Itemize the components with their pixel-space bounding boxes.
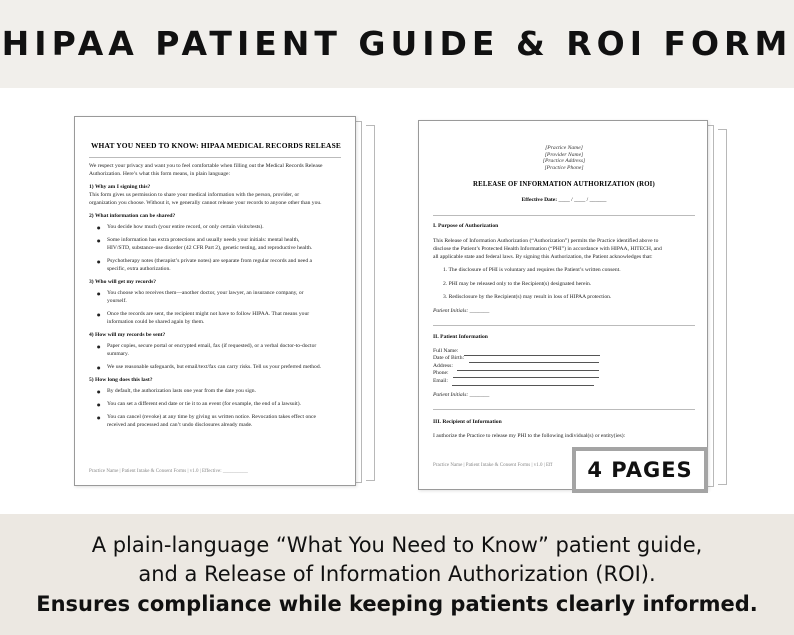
section-heading: III. Recipient of Information <box>433 419 502 425</box>
bullet-icon: ● <box>97 259 101 264</box>
patient-guide-page <box>74 116 356 486</box>
email-label: Email: <box>433 378 448 384</box>
bullet-text: Psychotherapy notes (therapist’s private notes) are separate from regular records and need a <box>107 258 313 264</box>
phone-label: Phone: <box>433 370 449 376</box>
bullet-text: We use reasonable safeguards, but email/text/fax can carry risks. Tell us your preferred method. <box>107 364 322 370</box>
section-heading: II. Patient Information <box>433 334 488 340</box>
bullet-text: By default, the authorization lasts one year from the date you sign. <box>107 388 256 394</box>
practice-address-placeholder: [Practice Address] <box>542 158 586 164</box>
provider-name-placeholder: [Provider Name] <box>544 151 584 158</box>
effective-date-label: Effective Date: <box>521 197 558 203</box>
bullet-icon: ● <box>97 312 101 317</box>
section-heading: 3) Who will get my records? <box>89 279 157 285</box>
page-stack-edge <box>356 121 362 483</box>
page-stack-edge <box>718 129 727 485</box>
page-footer: Practice Name | Patient Intake & Consent Forms | v1.0 | Eff <box>433 463 553 468</box>
bullet-icon: ● <box>97 365 101 370</box>
list-item: 3. Redisclosure by the Recipient(s) may result in loss of HIPAA protection. <box>443 294 612 300</box>
bullet-text: received and processed and can’t undo disclosures already made. <box>107 422 253 428</box>
guide-intro: Authorization. Here’s what this form means, in plain language: <box>89 171 231 177</box>
bullet-text: Once the records are sent, the recipient might not have to follow HIPAA. That means your <box>107 311 310 317</box>
bullet-icon: ● <box>97 402 101 407</box>
bullet-text: specific, extra authorization. <box>107 266 171 272</box>
bullet-text: summary. <box>107 351 129 357</box>
bullet-text: information could be shared again by them. <box>107 319 205 325</box>
effective-date-field: ____ / ____ / ______ <box>558 197 607 203</box>
tagline-line-3: Ensures compliance while keeping patients clearly informed. <box>36 592 758 616</box>
bullet-text: Paper copies, secure portal or encrypted email, fax (if requested), or a verbal doctor-to-doctor <box>107 343 317 349</box>
patient-initials-field: Patient Initials: _______ <box>433 308 490 314</box>
roi-title: RELEASE OF INFORMATION AUTHORIZATION (ROI) <box>473 181 655 188</box>
divider <box>433 409 695 410</box>
guide-intro: We respect your privacy and want you to feel comfortable when filling out the Medical Records Release <box>89 163 323 169</box>
tagline-line-1: A plain-language “What You Need to Know” patient guide, <box>91 533 703 557</box>
section-heading: I. Purpose of Authorization <box>433 223 499 229</box>
bullet-icon: ● <box>97 225 101 230</box>
section-heading: 5) How long does this last? <box>89 377 153 383</box>
divider <box>433 215 695 216</box>
address-line <box>457 370 599 371</box>
bullet-icon: ● <box>97 291 101 296</box>
patient-initials-field: Patient Initials: _______ <box>433 392 490 398</box>
bullet-icon: ● <box>97 415 101 420</box>
dob-label: Date of Birth: <box>433 355 465 361</box>
section-heading: 1) Why am I signing this? <box>89 184 151 190</box>
paragraph: all applicable state and federal laws. By signing this Authorization, the Patient acknowledges that: <box>433 254 653 260</box>
roi-form-page <box>418 120 708 490</box>
section-heading: 4) How will my records be sent? <box>89 332 166 338</box>
bullet-text: You choose who receives them—another doctor, your lawyer, an insurance company, or <box>107 290 304 296</box>
page-footer: Practice Name | Patient Intake & Consent Forms | v1.0 | Effective: __________ <box>89 469 248 474</box>
paragraph: disclose the Patient’s Protected Health Information (“PHI”) in accordance with HIPAA, HITECH, and <box>433 246 662 252</box>
list-item: 2. PHI may be released only to the Recipient(s) designated herein. <box>443 281 592 287</box>
paragraph: I authorize the Practice to release my PHI to the following individual(s) or entity(ies): <box>433 433 626 439</box>
email-line <box>452 385 594 386</box>
tagline-line-2: and a Release of Information Authorization (ROI). <box>138 562 656 586</box>
full-name-line <box>464 355 600 356</box>
bullet-text: HIV/STD, substance-use disorder (42 CFR Part 2), genetic testing, and reproductive health. <box>107 245 313 251</box>
divider <box>89 157 341 158</box>
headline: HIPAA PATIENT GUIDE & ROI FORM <box>1 24 793 63</box>
bullet-text: yourself. <box>107 298 127 304</box>
paragraph: This form gives us permission to share your medical information with the person, provider, or <box>89 192 300 198</box>
paragraph: This Release of Information Authorization (“Authorization”) permits the Practice identified above to <box>433 238 659 244</box>
page-count-badge: 4 PAGES <box>572 447 708 493</box>
divider <box>433 325 695 326</box>
bullet-text: Some information has extra protections and usually needs your initials: mental health, <box>107 237 300 243</box>
bullet-text: You can cancel (revoke) at any time by giving us written notice. Revocation takes effect once <box>107 414 317 420</box>
effective-date <box>419 197 708 203</box>
bullet-text: You decide how much (your entire record, or only certain visits/tests). <box>107 224 264 230</box>
paragraph: organization you choose. Without it, we generally cannot release your records to anyone other than you. <box>89 200 322 206</box>
full-name-label: Full Name: <box>433 348 459 354</box>
page-stack-edge <box>366 125 375 481</box>
phone-line <box>453 377 599 378</box>
guide-title: WHAT YOU NEED TO KNOW: HIPAA MEDICAL RECORDS RELEASE <box>90 141 342 150</box>
bullet-icon: ● <box>97 389 101 394</box>
dob-line <box>469 362 599 363</box>
address-label: Address: <box>433 363 453 369</box>
list-item: 1. The disclosure of PHI is voluntary and requires the Patient’s written consent. <box>443 267 621 273</box>
bullet-icon: ● <box>97 238 101 243</box>
practice-phone-placeholder: [Practice Phone] <box>544 164 584 171</box>
section-heading: 2) What information can be shared? <box>89 213 176 219</box>
page-stack-edge <box>708 125 714 487</box>
bullet-icon: ● <box>97 344 101 349</box>
bullet-text: You can set a different end date or tie it to an event (for example, the end of a lawsuit). <box>107 401 301 407</box>
practice-name-placeholder: [Practice Name] <box>545 145 583 151</box>
